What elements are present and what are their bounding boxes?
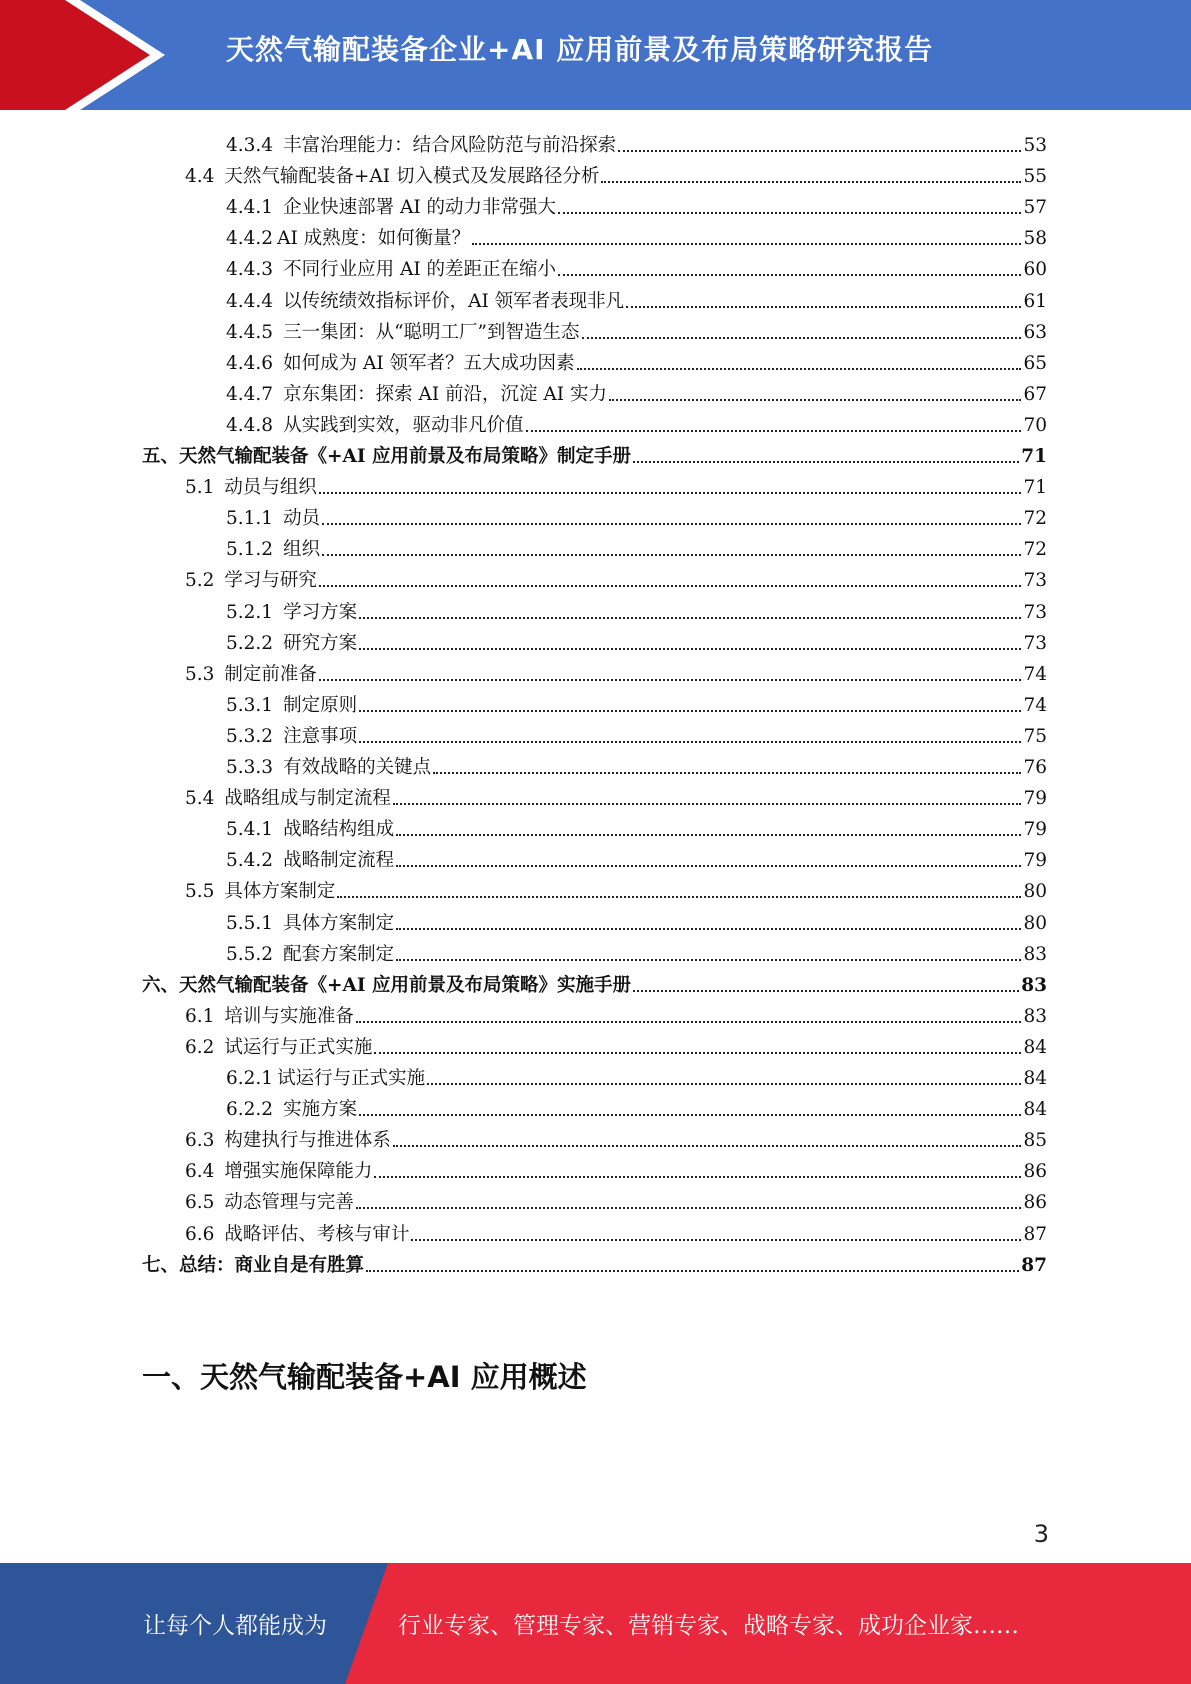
toc-entry-number: 6.1 (185, 1005, 215, 1027)
toc-entry-title: 动员与组织 (224, 477, 317, 499)
toc-entry-number: 4.4.5 (226, 321, 274, 343)
toc-entry[interactable] (185, 873, 1047, 904)
toc-entry-page: 84 (1023, 1036, 1047, 1058)
toc-dot-leader (356, 1207, 1022, 1209)
toc-dot-leader (322, 554, 1021, 556)
toc-entry[interactable] (226, 376, 1047, 407)
toc-entry-page: 70 (1023, 414, 1047, 436)
toc-entry-title: 战略制定流程 (283, 850, 395, 872)
toc-entry[interactable] (226, 1091, 1047, 1122)
toc-entry-number: 5.5.1 (226, 912, 274, 934)
toc-entry-title: 战略评估、考核与审计 (224, 1223, 410, 1245)
toc-entry-title: 丰富治理能力：结合风险防范与前沿探索 (283, 135, 617, 156)
toc-entry-title: 配套方案制定 (283, 943, 395, 965)
toc-entry[interactable] (226, 127, 1047, 158)
toc-entry[interactable] (185, 1216, 1047, 1247)
toc-entry[interactable] (185, 780, 1047, 811)
page-header-band (0, 0, 1191, 110)
toc-entry[interactable] (226, 500, 1047, 531)
toc-dot-leader (366, 1270, 1019, 1272)
toc-entry-number: 6.5 (185, 1192, 215, 1214)
toc-entry[interactable] (185, 1184, 1047, 1215)
toc-entry[interactable] (226, 345, 1047, 376)
toc-dot-leader (393, 1145, 1022, 1147)
toc-entry-page: 72 (1023, 539, 1047, 561)
toc-entry-title: 动态管理与完善 (224, 1192, 354, 1214)
toc-entry-number: 5.3.2 (226, 725, 274, 747)
section-heading: 一、天然气输配装备+AI 应用概述 (142, 1360, 587, 1394)
toc-entry-number: 5.4.1 (226, 819, 274, 841)
toc-entry-page: 73 (1023, 601, 1047, 623)
footer-slogan-left: 让每个人都能成为 (143, 1613, 327, 1639)
toc-entry-number: 4.3.4 (226, 135, 274, 156)
toc-dot-leader (393, 803, 1022, 805)
toc-entry[interactable] (185, 656, 1047, 687)
toc-entry-page: 79 (1023, 788, 1047, 810)
toc-entry-title: 六、天然气输配装备《+AI 应用前景及布局策略》实施手册 (142, 974, 631, 996)
report-title: 天然气输配装备企业+AI 应用前景及布局策略研究报告 (226, 33, 934, 66)
toc-entry-title: 组织 (283, 539, 321, 561)
toc-entry-title: 试运行与正式实施 (224, 1036, 373, 1058)
toc-entry-page: 55 (1023, 166, 1047, 188)
toc-dot-leader (633, 990, 1019, 992)
toc-entry-title: 制定原则 (283, 694, 358, 716)
toc-entry-page: 67 (1023, 383, 1047, 405)
toc-entry[interactable] (226, 314, 1047, 345)
toc-entry-number: 4.4.7 (226, 383, 274, 405)
toc-entry-title: 天然气输配装备+AI 切入模式及发展路径分析 (224, 166, 600, 188)
toc-entry-page: 84 (1023, 1068, 1047, 1089)
toc-entry-number: 5.4 (185, 788, 215, 810)
toc-entry[interactable] (185, 1122, 1047, 1153)
toc-entry-number: 4.4.3 (226, 259, 274, 281)
toc-entry-number: 5.3.3 (226, 757, 274, 778)
toc-entry-title: 实施方案 (283, 1099, 358, 1121)
toc-entry-number: 6.4 (185, 1161, 215, 1183)
toc-entry-page: 79 (1023, 819, 1047, 841)
toc-entry[interactable] (185, 1029, 1047, 1060)
toc-entry-title: 培训与实施准备 (224, 1005, 354, 1027)
toc-entry-number: 5.4.2 (226, 850, 274, 872)
toc-entry-title: 不同行业应用 AI 的差距正在缩小 (283, 259, 557, 281)
toc-entry-title: 从实践到实效，驱动非凡价值 (283, 414, 524, 436)
toc-entry-page: 72 (1023, 508, 1047, 530)
toc-entry-page: 57 (1023, 197, 1047, 219)
toc-dot-leader (359, 741, 1021, 743)
toc-entry-page: 83 (1023, 943, 1047, 965)
toc-entry-number: 4.4.1 (226, 197, 274, 219)
toc-dot-leader (374, 1052, 1021, 1054)
toc-entry-page: 83 (1021, 974, 1047, 996)
toc-entry-page: 87 (1023, 1223, 1047, 1245)
toc-entry-title: 研究方案 (283, 632, 358, 654)
toc-entry-title: AI 成熟度：如何衡量？ (277, 228, 471, 250)
toc-entry-title: 如何成为 AI 领军者？五大成功因素 (283, 352, 575, 374)
toc-dot-leader (374, 1176, 1021, 1178)
toc-dot-leader (319, 679, 1022, 681)
toc-entry-page: 60 (1023, 259, 1047, 281)
toc-entry[interactable] (185, 469, 1047, 500)
toc-dot-leader (633, 461, 1019, 463)
toc-entry-number: 5.1 (185, 477, 215, 499)
toc-dot-leader (319, 585, 1022, 587)
toc-entry-title: 以传统绩效指标评价，AI 领军者表现非凡 (283, 290, 625, 312)
toc-dot-leader (396, 959, 1021, 961)
toc-entry-title: 构建执行与推进体系 (224, 1130, 391, 1152)
toc-entry-page: 73 (1023, 632, 1047, 654)
toc-entry-page: 84 (1023, 1099, 1047, 1121)
toc-entry-number: 5.5.2 (226, 943, 274, 965)
toc-entry-page: 86 (1023, 1161, 1047, 1183)
toc-entry-number: 5.2.2 (226, 632, 274, 654)
toc-dot-leader (359, 648, 1021, 650)
toc-dot-leader (472, 243, 1021, 245)
toc-entry-page: 61 (1023, 290, 1047, 312)
toc-entry-page: 65 (1023, 352, 1047, 374)
toc-entry-title: 战略组成与制定流程 (224, 788, 391, 810)
toc-entry[interactable] (226, 407, 1047, 438)
toc-entry-page: 73 (1023, 570, 1047, 592)
page-footer-band (0, 1563, 1191, 1684)
toc-entry-page: 80 (1023, 881, 1047, 903)
toc-entry-number: 5.3 (185, 663, 215, 685)
toc-entry[interactable] (226, 718, 1047, 749)
toc-entry[interactable] (226, 842, 1047, 873)
toc-entry[interactable] (226, 905, 1047, 936)
toc-dot-leader (356, 1021, 1022, 1023)
toc-entry-title: 具体方案制定 (224, 881, 336, 903)
toc-entry-page: 83 (1023, 1005, 1047, 1027)
toc-entry-number: 4.4.8 (226, 414, 274, 436)
toc-entry-title: 战略结构组成 (283, 819, 395, 841)
toc-entry-title: 三一集团：从“聪明工厂”到智造生态 (283, 321, 580, 343)
toc-entry-title: 五、天然气输配装备《+AI 应用前景及布局策略》制定手册 (142, 446, 631, 467)
toc-entry-page: 75 (1023, 725, 1047, 747)
toc-entry-number: 5.1.1 (226, 508, 274, 530)
toc-dot-leader (337, 896, 1021, 898)
toc-entry-number: 5.5 (185, 881, 215, 903)
toc-entry[interactable] (185, 158, 1047, 189)
toc-dot-leader (558, 274, 1021, 276)
toc-entry[interactable] (226, 189, 1047, 220)
toc-entry-number: 5.2 (185, 570, 215, 592)
header-red-chevron (0, 0, 150, 110)
toc-entry-page: 80 (1023, 912, 1047, 934)
toc-entry-title: 具体方案制定 (283, 912, 395, 934)
toc-entry[interactable] (185, 562, 1047, 593)
toc-entry-page: 71 (1023, 477, 1047, 499)
toc-dot-leader (396, 865, 1021, 867)
toc-entry-title: 注意事项 (283, 725, 358, 747)
toc-entry-number: 4.4.2 (226, 228, 274, 250)
toc-entry-title: 企业快速部署 AI 的动力非常强大 (283, 197, 557, 219)
toc-entry-number: 6.6 (185, 1223, 215, 1245)
toc-dot-leader (609, 399, 1022, 401)
toc-entry-number: 4.4 (185, 166, 215, 188)
toc-dot-leader (626, 306, 1021, 308)
toc-entry-title: 学习与研究 (224, 570, 317, 592)
toc-entry-page: 85 (1023, 1130, 1047, 1152)
toc-entry-page: 63 (1023, 321, 1047, 343)
toc-dot-leader (427, 1083, 1021, 1085)
toc-entry-number: 5.1.2 (226, 539, 274, 561)
toc-dot-leader (577, 368, 1022, 370)
page-number: 3 (1033, 1520, 1049, 1548)
toc-entry-page: 58 (1023, 228, 1047, 250)
toc-entry-page: 53 (1023, 135, 1047, 156)
toc-entry-number: 4.4.4 (226, 290, 274, 312)
toc-entry[interactable] (142, 1247, 1047, 1278)
toc-entry-title: 有效战略的关键点 (283, 757, 432, 778)
toc-entry[interactable] (226, 283, 1047, 314)
toc-dot-leader (433, 772, 1021, 774)
toc-entry-title: 学习方案 (283, 601, 358, 623)
toc-entry[interactable] (185, 1153, 1047, 1184)
toc-dot-leader (526, 430, 1022, 432)
toc-entry-title: 增强实施保障能力 (224, 1161, 373, 1183)
toc-entry-page: 74 (1023, 694, 1047, 716)
toc-entry[interactable] (226, 251, 1047, 282)
toc-entry[interactable] (226, 749, 1047, 780)
toc-dot-leader (359, 1114, 1021, 1116)
footer-slogan-right: 行业专家、管理专家、营销专家、战略专家、成功企业家…… (398, 1613, 1019, 1639)
toc-entry-number: 6.3 (185, 1130, 215, 1152)
toc-dot-leader (319, 492, 1022, 494)
toc-dot-leader (396, 928, 1021, 930)
toc-entry-page: 87 (1021, 1254, 1047, 1276)
toc-dot-leader (618, 150, 1021, 152)
toc-entry-page: 76 (1023, 757, 1047, 778)
toc-entry-number: 6.2.1 (226, 1068, 274, 1089)
toc-entry-page: 86 (1023, 1192, 1047, 1214)
toc-entry-title: 动员 (283, 508, 321, 530)
toc-entry[interactable] (226, 936, 1047, 967)
toc-dot-leader (359, 617, 1021, 619)
toc-entry[interactable] (226, 811, 1047, 842)
toc-entry-title: 七、总结：商业自是有胜算 (142, 1254, 365, 1276)
toc-dot-leader (582, 337, 1022, 339)
toc-entry-title: 制定前准备 (224, 663, 317, 685)
toc-dot-leader (322, 523, 1021, 525)
toc-entry-number: 6.2 (185, 1036, 215, 1058)
toc-entry-title: 试运行与正式实施 (277, 1068, 426, 1089)
toc-entry-number: 4.4.6 (226, 352, 274, 374)
toc-entry[interactable] (226, 625, 1047, 656)
toc-entry[interactable] (226, 594, 1047, 625)
toc-dot-leader (558, 212, 1021, 214)
toc-entry[interactable] (226, 687, 1047, 718)
toc-entry[interactable] (185, 998, 1047, 1029)
toc-entry-number: 5.3.1 (226, 694, 274, 716)
toc-dot-leader (396, 834, 1021, 836)
toc-entry[interactable] (142, 967, 1047, 998)
toc-entry-title: 京东集团：探索 AI 前沿，沉淀 AI 实力 (283, 383, 607, 405)
toc-entry-page: 74 (1023, 663, 1047, 685)
toc-dot-leader (411, 1239, 1021, 1241)
toc-entry-page: 71 (1021, 446, 1047, 467)
toc-entry[interactable] (226, 1060, 1047, 1091)
toc-entry[interactable] (226, 220, 1047, 251)
toc-dot-leader (359, 710, 1021, 712)
toc-entry[interactable] (142, 438, 1047, 469)
toc-entry-number: 6.2.2 (226, 1099, 274, 1121)
toc-dot-leader (601, 181, 1021, 183)
toc-entry-number: 5.2.1 (226, 601, 274, 623)
toc-entry-page: 79 (1023, 850, 1047, 872)
toc-entry[interactable] (226, 531, 1047, 562)
